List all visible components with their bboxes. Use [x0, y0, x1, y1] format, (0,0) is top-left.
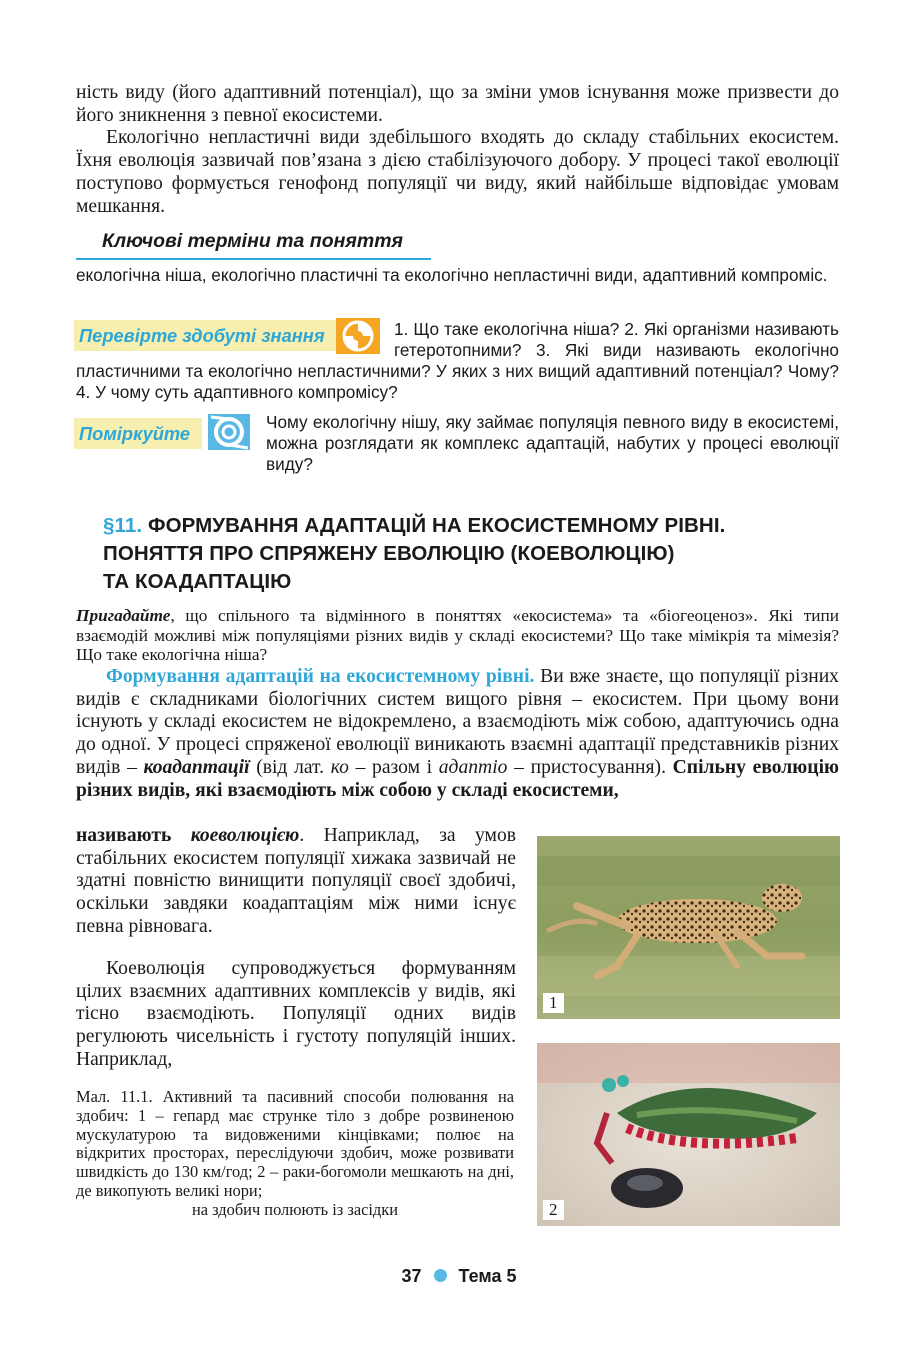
main-paragraph-3: Коеволюція супроводжується формуванням цілих взаємних адаптивних комплексів у видів, які тісно взаємодіють. Популяції одних видів регулюють чисельність і густоту популяцій інших. Наприклад,: [76, 958, 516, 1070]
page-footer: [0, 1266, 918, 1287]
intro-text: [76, 82, 839, 218]
recall-block: Пригадайте, що спільного та відмінного в поняттях «екосистема» та «біогеоценоз». Які типи взаємодій можливі між популяціями різних видів у складі екосистеми? Що таке мімікрія та мімезія? Що таке екологічна ніша?: [76, 606, 839, 664]
topic-label: Тема 5: [458, 1266, 517, 1286]
cheetah-photo: [537, 836, 840, 1019]
check-questions: 1. Що таке екологічна ніша? 2. Які організми називають гетеротопними? 3. Які види називають екологічно пластичними та екологічно непластичними? У яких з них вищий адаптивний потенціал? Чому? 4. У чому суть адаптивного компромісу?: [76, 319, 839, 402]
main-paragraph: Формування адаптацій на екосистемному рівні. Ви вже знаєте, що популяції різних видів є складниками біологічних систем вищого рівня – екосистем. При цьому вони існують у складі екосистем не відокремлено, а взаємодіють між собою, адаптуючись одна до одної. У процесі спряженої еволюції виникають взаємні адаптації представників різних видів – коадаптації (від лат. ко – разом і адаптіо – пристосування). Спільну еволюцію різних видів, які взаємодіють між собою у складі екосистеми,: [76, 666, 839, 801]
intro-paragraph-1: ність виду (його адаптивний потенціал), що за зміни умов існування може призвести до його зникнення з певної екосистеми.: [76, 82, 839, 126]
think-swirl-icon: [208, 414, 250, 450]
photo-number-1: 1: [543, 993, 564, 1013]
intro-paragraph-2: Екологічно непластичні види здебільшого входять до складу стабільних екосистем. Їхня еволюція зазвичай пов’язана з дією стабілізуючого добору. У процесі такої еволюції поступово формується генофонд популяції чи виду, який найбільше відповідає умовам мешкання.: [76, 127, 839, 217]
subsection-heading: Формування адаптацій на екосистемному рівні.: [106, 666, 535, 687]
section-title: §11. ФОРМУВАННЯ АДАПТАЦІЙ НА ЕКОСИСТЕМНОМУ РІВНІ. ПОНЯТТЯ ПРО СПРЯЖЕНУ ЕВОЛЮЦІЮ (КОЕВОЛЮЦІЮ) ТА КОАДАПТАЦІЮ: [103, 514, 726, 593]
think-label: Поміркуйте: [74, 418, 202, 449]
key-terms-heading: Ключові терміни та поняття: [102, 230, 404, 252]
section-number: §11.: [103, 514, 143, 537]
key-terms-underline: [76, 258, 431, 260]
main-paragraph-narrow: називають коеволюцією. Наприклад, за умов стабільних екосистем популяції хижака зазвичай не здатні повністю винищити популяції своєї здобичі, оскільки завдяки коадаптаціям між ними існує певна рівновага.: [76, 825, 516, 937]
photo-number-2: 2: [543, 1200, 564, 1220]
key-terms-text: екологічна ніша, екологічно пластичні та екологічно непластичні види, адаптивний компроміс.: [76, 265, 828, 285]
footer-dot: [434, 1269, 447, 1282]
page-number: 37: [401, 1266, 422, 1286]
figure-caption: Мал. 11.1. Активний та пасивний способи полювання на здобич: 1 – гепард має струнке тіло з добре розвиненою мускулатурою та видовженими кінцівками; полює на відкритих просторах, переслідуючи здобич, може розвивати швидкість до 130 км/год; 2 – раки-богомоли мешкають на дні, де викопують великі нори; на здобич полюють із засідки: [76, 1087, 514, 1219]
spiral-icon: [336, 318, 380, 354]
check-knowledge-label: Перевірте здобуті знання: [74, 320, 338, 351]
think-question: Чому екологічну нішу, яку займає популяція певного виду в екосистемі, можна розглядати як комплекс адаптацій, набутих у процесі еволюції виду?: [266, 412, 839, 474]
mantis-shrimp-photo: [537, 1043, 840, 1226]
